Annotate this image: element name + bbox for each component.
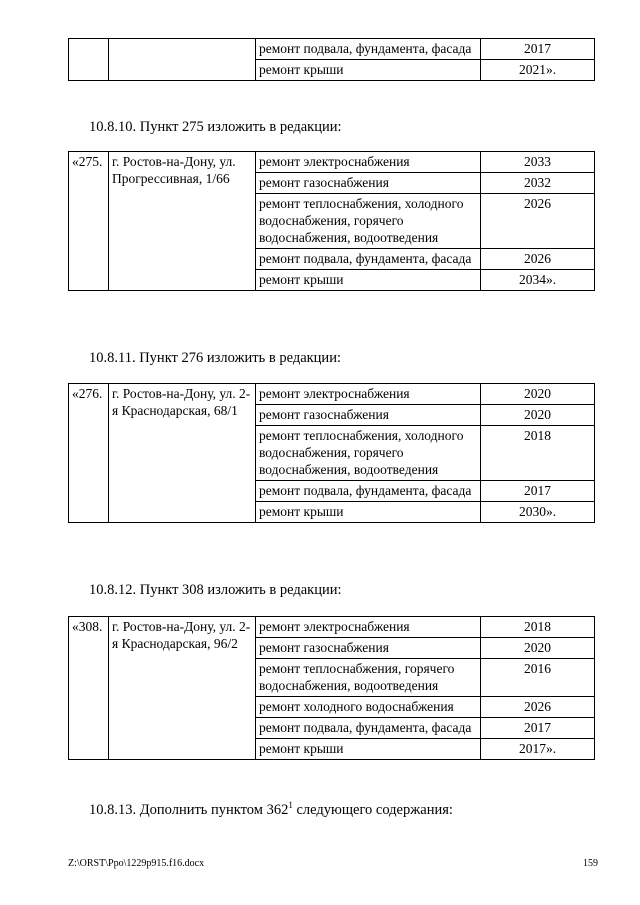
work-cell: ремонт крыши xyxy=(256,739,481,760)
year-cell: 2026 xyxy=(481,697,595,718)
table-row xyxy=(69,39,595,60)
works-table-308 xyxy=(68,616,595,760)
footer-page-number: 159 xyxy=(583,858,598,869)
section-heading-10-8-13 xyxy=(89,802,453,819)
table-row xyxy=(69,384,595,405)
address-cell: г. Ростов-на-Дону, ул. 2-я Краснодарская, 68/1 xyxy=(109,384,256,523)
table-row xyxy=(69,152,595,173)
footer-file-path: Z:\ORST\Ppo\1229p915.f16.docx xyxy=(68,858,205,869)
address-cell: г. Ростов-на-Дону, ул. Прогрессивная, 1/66 xyxy=(109,152,256,291)
table-row xyxy=(69,617,595,638)
work-cell: ремонт крыши xyxy=(256,60,481,81)
year-cell: 2018 xyxy=(481,617,595,638)
year-cell: 2026 xyxy=(481,194,595,249)
work-cell: ремонт подвала, фундамента, фасада xyxy=(256,718,481,739)
section-heading-10-8-12: 10.8.12. Пункт 308 изложить в редакции: xyxy=(89,582,342,598)
year-cell: 2016 xyxy=(481,659,595,697)
work-cell: ремонт подвала, фундамента, фасада xyxy=(256,249,481,270)
works-table-275 xyxy=(68,151,595,291)
work-cell: ремонт газоснабжения xyxy=(256,405,481,426)
work-cell: ремонт подвала, фундамента, фасада xyxy=(256,39,481,60)
year-cell: 2030». xyxy=(481,502,595,523)
work-cell: ремонт теплоснабжения, холодного водоснабжения, горячего водоснабжения, водоотведения xyxy=(256,194,481,249)
item-number-cell: «275. xyxy=(69,152,109,291)
year-cell: 2020 xyxy=(481,384,595,405)
address-cell xyxy=(109,39,256,81)
work-cell: ремонт теплоснабжения, горячего водоснабжения, водоотведения xyxy=(256,659,481,697)
work-cell: ремонт газоснабжения xyxy=(256,173,481,194)
superscript: 1 xyxy=(288,800,293,811)
item-number-cell: «308. xyxy=(69,617,109,760)
works-table-276 xyxy=(68,383,595,523)
year-cell: 2017». xyxy=(481,739,595,760)
section-heading-10-8-11: 10.8.11. Пункт 276 изложить в редакции: xyxy=(89,350,341,366)
year-cell: 2033 xyxy=(481,152,595,173)
work-cell: ремонт теплоснабжения, холодного водоснабжения, горячего водоснабжения, водоотведения xyxy=(256,426,481,481)
work-cell: ремонт подвала, фундамента, фасада xyxy=(256,481,481,502)
section-heading-10-8-10: 10.8.10. Пункт 275 изложить в редакции: xyxy=(89,119,342,135)
year-cell: 2017 xyxy=(481,39,595,60)
year-cell: 2032 xyxy=(481,173,595,194)
year-cell: 2017 xyxy=(481,718,595,739)
item-number-cell: «276. xyxy=(69,384,109,523)
year-cell: 2020 xyxy=(481,638,595,659)
work-cell: ремонт электроснабжения xyxy=(256,384,481,405)
address-cell: г. Ростов-на-Дону, ул. 2-я Краснодарская, 96/2 xyxy=(109,617,256,760)
heading-text-suffix: следующего содержания: xyxy=(292,802,453,818)
work-cell: ремонт электроснабжения xyxy=(256,152,481,173)
work-cell: ремонт крыши xyxy=(256,270,481,291)
year-cell: 2017 xyxy=(481,481,595,502)
work-cell: ремонт электроснабжения xyxy=(256,617,481,638)
work-cell: ремонт газоснабжения xyxy=(256,638,481,659)
heading-text: 10.8.13. Дополнить пунктом 362 xyxy=(89,802,289,818)
work-cell: ремонт крыши xyxy=(256,502,481,523)
year-cell: 2034». xyxy=(481,270,595,291)
works-table-continuation xyxy=(68,38,595,81)
year-cell: 2018 xyxy=(481,426,595,481)
item-number-cell xyxy=(69,39,109,81)
work-cell: ремонт холодного водоснабжения xyxy=(256,697,481,718)
year-cell: 2020 xyxy=(481,405,595,426)
year-cell: 2026 xyxy=(481,249,595,270)
year-cell: 2021». xyxy=(481,60,595,81)
